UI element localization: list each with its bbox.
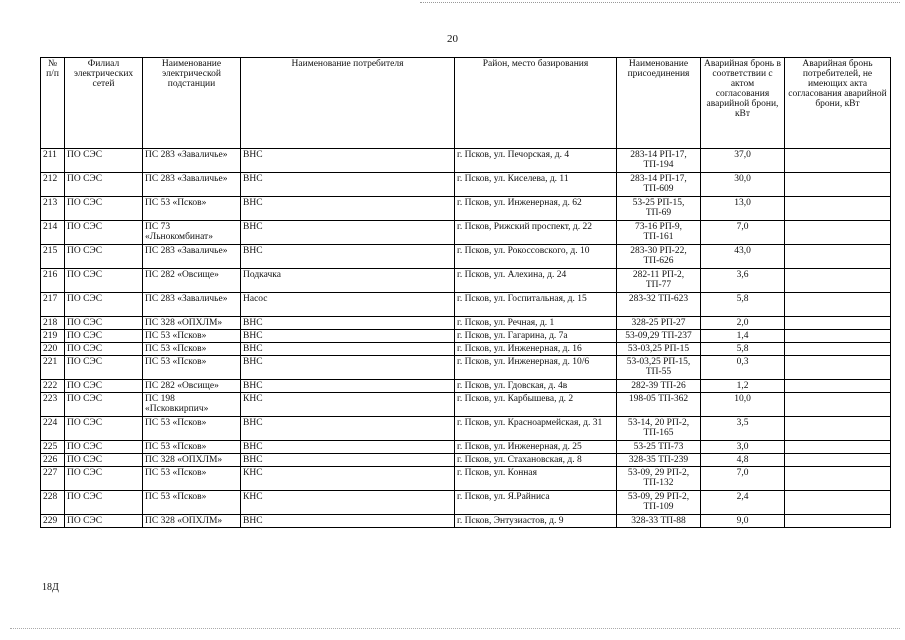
cell-reserve: 5,8 xyxy=(701,343,785,356)
cell-num: 227 xyxy=(41,467,65,491)
cell-reserve-no-act xyxy=(785,467,891,491)
cell-consumer: КНС xyxy=(241,467,455,491)
cell-num: 224 xyxy=(41,417,65,441)
cell-reserve-no-act xyxy=(785,515,891,528)
table-row xyxy=(41,149,891,173)
cell-consumer: ВНС xyxy=(241,245,455,269)
cell-filial: ПО СЭС xyxy=(65,467,143,491)
cell-substation: ПС 53 «Псков» xyxy=(143,343,241,356)
cell-connection: 53-25 ТП-73 xyxy=(617,441,701,454)
table-body xyxy=(41,149,891,528)
cell-address: г. Псков, ул. Госпитальная, д. 15 xyxy=(455,293,617,317)
cell-address: г. Псков, ул. Инженерная, д. 62 xyxy=(455,197,617,221)
cell-consumer: ВНС xyxy=(241,417,455,441)
cell-address: г. Псков, Энтузиастов, д. 9 xyxy=(455,515,617,528)
cell-num: 215 xyxy=(41,245,65,269)
cell-reserve: 3,5 xyxy=(701,417,785,441)
cell-connection: 53-09, 29 РП-2, ТП-109 xyxy=(617,491,701,515)
cell-connection: 283-32 ТП-623 xyxy=(617,293,701,317)
cell-address: г. Псков, ул. Конная xyxy=(455,467,617,491)
table-header-row xyxy=(41,58,891,149)
cell-reserve: 2,4 xyxy=(701,491,785,515)
cell-reserve: 9,0 xyxy=(701,515,785,528)
cell-substation: ПС 328 «ОПХЛМ» xyxy=(143,317,241,330)
cell-substation: ПС 282 «Овсище» xyxy=(143,380,241,393)
cell-connection: 53-09,29 ТП-237 xyxy=(617,330,701,343)
header-substation: Наименование электрической подстанции xyxy=(143,58,241,149)
cell-num: 218 xyxy=(41,317,65,330)
table-row xyxy=(41,330,891,343)
cell-substation: ПС 53 «Псков» xyxy=(143,491,241,515)
cell-reserve-no-act xyxy=(785,417,891,441)
cell-substation: ПС 283 «Заваличье» xyxy=(143,293,241,317)
cell-connection: 328-35 ТП-239 xyxy=(617,454,701,467)
emergency-reserve-table xyxy=(40,57,891,528)
cell-connection: 53-25 РП-15, ТП-69 xyxy=(617,197,701,221)
cell-filial: ПО СЭС xyxy=(65,454,143,467)
scan-top-edge xyxy=(420,2,900,3)
cell-consumer: КНС xyxy=(241,491,455,515)
cell-connection: 73-16 РП-9, ТП-161 xyxy=(617,221,701,245)
cell-consumer: ВНС xyxy=(241,343,455,356)
cell-substation: ПС 53 «Псков» xyxy=(143,467,241,491)
cell-num: 219 xyxy=(41,330,65,343)
cell-consumer: ВНС xyxy=(241,317,455,330)
header-reserve-no-act: Аварийная бронь потребителей, не имеющих акта согласования аварийной брони, кВт xyxy=(785,58,891,149)
cell-num: 217 xyxy=(41,293,65,317)
cell-connection: 283-14 РП-17, ТП-194 xyxy=(617,149,701,173)
table-row xyxy=(41,515,891,528)
cell-reserve-no-act xyxy=(785,149,891,173)
table-row xyxy=(41,317,891,330)
table-row xyxy=(41,245,891,269)
cell-reserve-no-act xyxy=(785,393,891,417)
cell-consumer: ВНС xyxy=(241,197,455,221)
cell-consumer: ВНС xyxy=(241,380,455,393)
page-number: 20 xyxy=(447,33,458,45)
header-num: № п/п xyxy=(41,58,65,149)
table-row xyxy=(41,491,891,515)
cell-filial: ПО СЭС xyxy=(65,245,143,269)
cell-filial: ПО СЭС xyxy=(65,343,143,356)
cell-consumer: Насос xyxy=(241,293,455,317)
table-row xyxy=(41,467,891,491)
cell-substation: ПС 283 «Заваличье» xyxy=(143,149,241,173)
cell-reserve-no-act xyxy=(785,454,891,467)
header-consumer: Наименование потребителя xyxy=(241,58,455,149)
cell-address: г. Псков, Рижский проспект, д. 22 xyxy=(455,221,617,245)
cell-num: 228 xyxy=(41,491,65,515)
cell-filial: ПО СЭС xyxy=(65,515,143,528)
cell-num: 212 xyxy=(41,173,65,197)
cell-substation: ПС 282 «Овсище» xyxy=(143,269,241,293)
cell-reserve: 43,0 xyxy=(701,245,785,269)
cell-consumer: ВНС xyxy=(241,454,455,467)
cell-substation: ПС 328 «ОПХЛМ» xyxy=(143,515,241,528)
cell-reserve-no-act xyxy=(785,293,891,317)
cell-reserve: 37,0 xyxy=(701,149,785,173)
cell-consumer: ВНС xyxy=(241,173,455,197)
cell-reserve-no-act xyxy=(785,380,891,393)
cell-connection: 328-33 ТП-88 xyxy=(617,515,701,528)
cell-address: г. Псков, ул. Печорская, д. 4 xyxy=(455,149,617,173)
cell-num: 221 xyxy=(41,356,65,380)
cell-consumer: КНС xyxy=(241,393,455,417)
header-filial: Филиал электрических сетей xyxy=(65,58,143,149)
cell-address: г. Псков, ул. Карбышева, д. 2 xyxy=(455,393,617,417)
cell-reserve-no-act xyxy=(785,330,891,343)
cell-consumer: ВНС xyxy=(241,356,455,380)
cell-address: г. Псков, ул. Инженерная, д. 16 xyxy=(455,343,617,356)
cell-address: г. Псков, ул. Я.Райниса xyxy=(455,491,617,515)
cell-filial: ПО СЭС xyxy=(65,149,143,173)
cell-connection: 53-14, 20 РП-2, ТП-165 xyxy=(617,417,701,441)
cell-num: 229 xyxy=(41,515,65,528)
cell-reserve: 5,8 xyxy=(701,293,785,317)
cell-filial: ПО СЭС xyxy=(65,380,143,393)
cell-filial: ПО СЭС xyxy=(65,197,143,221)
cell-connection: 282-39 ТП-26 xyxy=(617,380,701,393)
table-row xyxy=(41,356,891,380)
header-reserve: Аварийная бронь в соответствии с актом согласования аварийной брони, кВт xyxy=(701,58,785,149)
cell-filial: ПО СЭС xyxy=(65,173,143,197)
cell-reserve-no-act xyxy=(785,317,891,330)
cell-reserve: 1,4 xyxy=(701,330,785,343)
cell-connection: 283-14 РП-17, ТП-609 xyxy=(617,173,701,197)
cell-reserve-no-act xyxy=(785,356,891,380)
cell-substation: ПС 283 «Заваличье» xyxy=(143,173,241,197)
cell-substation: ПС 53 «Псков» xyxy=(143,417,241,441)
cell-address: г. Псков, ул. Киселева, д. 11 xyxy=(455,173,617,197)
cell-filial: ПО СЭС xyxy=(65,221,143,245)
cell-reserve: 7,0 xyxy=(701,467,785,491)
cell-reserve-no-act xyxy=(785,245,891,269)
cell-address: г. Псков, ул. Рокоссовского, д. 10 xyxy=(455,245,617,269)
cell-substation: ПС 53 «Псков» xyxy=(143,197,241,221)
table-row xyxy=(41,441,891,454)
cell-reserve: 13,0 xyxy=(701,197,785,221)
cell-connection: 328-25 РП-27 xyxy=(617,317,701,330)
cell-connection: 53-03,25 РП-15, ТП-55 xyxy=(617,356,701,380)
cell-substation: ПС 283 «Заваличье» xyxy=(143,245,241,269)
cell-filial: ПО СЭС xyxy=(65,317,143,330)
cell-filial: ПО СЭС xyxy=(65,356,143,380)
cell-reserve-no-act xyxy=(785,491,891,515)
cell-consumer: Подкачка xyxy=(241,269,455,293)
cell-connection: 198-05 ТП-362 xyxy=(617,393,701,417)
table-row xyxy=(41,173,891,197)
cell-reserve-no-act xyxy=(785,441,891,454)
table-row xyxy=(41,417,891,441)
cell-reserve: 7,0 xyxy=(701,221,785,245)
cell-num: 216 xyxy=(41,269,65,293)
cell-connection: 283-30 РП-22, ТП-626 xyxy=(617,245,701,269)
cell-filial: ПО СЭС xyxy=(65,393,143,417)
cell-address: г. Псков, ул. Речная, д. 1 xyxy=(455,317,617,330)
cell-reserve: 3,6 xyxy=(701,269,785,293)
cell-num: 213 xyxy=(41,197,65,221)
cell-num: 226 xyxy=(41,454,65,467)
cell-substation: ПС 328 «ОПХЛМ» xyxy=(143,454,241,467)
table-row xyxy=(41,343,891,356)
cell-num: 225 xyxy=(41,441,65,454)
cell-reserve-no-act xyxy=(785,173,891,197)
cell-substation: ПС 198 «Псковкирпич» xyxy=(143,393,241,417)
cell-filial: ПО СЭС xyxy=(65,293,143,317)
table-row xyxy=(41,293,891,317)
table-row xyxy=(41,393,891,417)
cell-connection: 53-09, 29 РП-2, ТП-132 xyxy=(617,467,701,491)
footer-code: 18Д xyxy=(42,582,59,593)
cell-num: 223 xyxy=(41,393,65,417)
cell-reserve: 2,0 xyxy=(701,317,785,330)
cell-substation: ПС 53 «Псков» xyxy=(143,356,241,380)
cell-consumer: ВНС xyxy=(241,221,455,245)
cell-reserve-no-act xyxy=(785,197,891,221)
cell-address: г. Псков, ул. Стахановская, д. 8 xyxy=(455,454,617,467)
cell-reserve: 3,0 xyxy=(701,441,785,454)
cell-reserve: 30,0 xyxy=(701,173,785,197)
cell-reserve: 1,2 xyxy=(701,380,785,393)
cell-address: г. Псков, ул. Красноармейская, д. 31 xyxy=(455,417,617,441)
table-row xyxy=(41,269,891,293)
cell-address: г. Псков, ул. Гагарина, д. 7а xyxy=(455,330,617,343)
cell-filial: ПО СЭС xyxy=(65,417,143,441)
cell-reserve: 0,3 xyxy=(701,356,785,380)
cell-filial: ПО СЭС xyxy=(65,330,143,343)
cell-address: г. Псков, ул. Алехина, д. 24 xyxy=(455,269,617,293)
cell-consumer: ВНС xyxy=(241,149,455,173)
cell-filial: ПО СЭС xyxy=(65,269,143,293)
cell-filial: ПО СЭС xyxy=(65,441,143,454)
table-row xyxy=(41,197,891,221)
cell-num: 214 xyxy=(41,221,65,245)
table-row xyxy=(41,454,891,467)
header-address: Район, место базирования xyxy=(455,58,617,149)
cell-num: 222 xyxy=(41,380,65,393)
cell-reserve-no-act xyxy=(785,221,891,245)
cell-substation: ПС 73 «Льнокомбинат» xyxy=(143,221,241,245)
cell-address: г. Псков, ул. Инженерная, д. 25 xyxy=(455,441,617,454)
cell-filial: ПО СЭС xyxy=(65,491,143,515)
cell-num: 211 xyxy=(41,149,65,173)
table-row xyxy=(41,380,891,393)
cell-reserve-no-act xyxy=(785,343,891,356)
cell-address: г. Псков, ул. Гдовская, д. 4в xyxy=(455,380,617,393)
cell-reserve-no-act xyxy=(785,269,891,293)
table-row xyxy=(41,221,891,245)
header-connection: Наименование присоединения xyxy=(617,58,701,149)
cell-reserve: 10,0 xyxy=(701,393,785,417)
cell-num: 220 xyxy=(41,343,65,356)
cell-substation: ПС 53 «Псков» xyxy=(143,441,241,454)
cell-connection: 53-03,25 РП-15 xyxy=(617,343,701,356)
cell-connection: 282-11 РП-2, ТП-77 xyxy=(617,269,701,293)
cell-consumer: ВНС xyxy=(241,330,455,343)
cell-substation: ПС 53 «Псков» xyxy=(143,330,241,343)
scan-bottom-edge xyxy=(10,628,900,629)
cell-address: г. Псков, ул. Инженерная, д. 10/6 xyxy=(455,356,617,380)
cell-consumer: ВНС xyxy=(241,441,455,454)
cell-consumer: ВНС xyxy=(241,515,455,528)
cell-reserve: 4,8 xyxy=(701,454,785,467)
